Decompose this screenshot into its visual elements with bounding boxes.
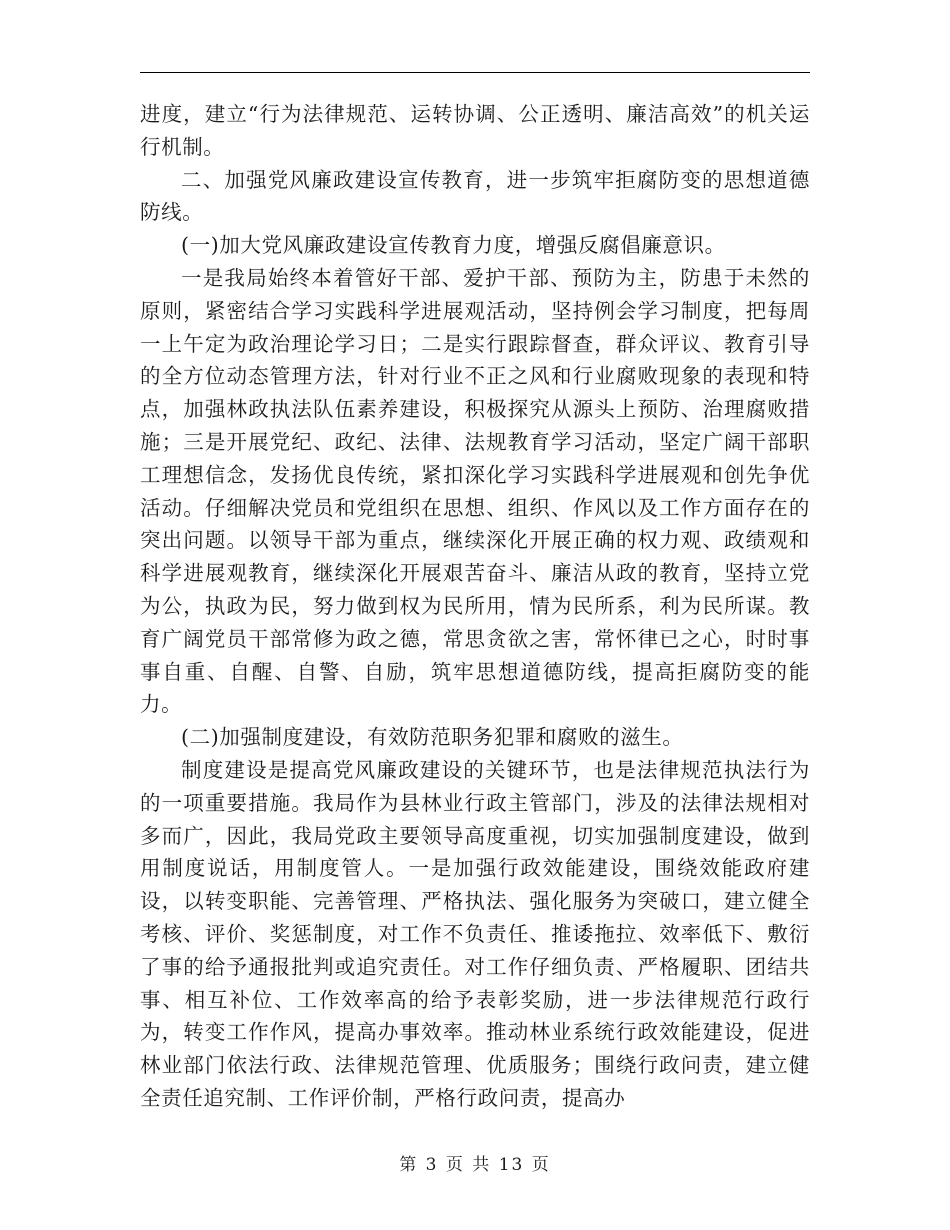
- page-number: 第 3 页 共 13 页: [399, 1155, 551, 1175]
- header-rule: [140, 72, 810, 73]
- paragraph-system-building: 制度建设是提高党风廉政建设的关键环节，也是法律规范执法行为的一项重要措施。我局作为县林业行政主管部门，涉及的法律法规相对多而广，因此，我局党政主要领导高度重视，切实加强制度建设，做到用制度说话，用制度管人。一是加强行政效能建设，围绕效能政府建设，以转变职能、完善管理、严格执法、强化服务为突破口，建立健全考核、评价、奖惩制度，对工作不负责任、推诿拖拉、效率低下、敷衍了事的给予通报批判或追究责任。对工作仔细负责、严格履职、团结共事、相互补位、工作效率高的给予表彰奖励，进一步法律规范行政行为，转变工作作风，提高办事效率。推动林业系统行政效能建设，促进林业部门依法行政、法律规范管理、优质服务；围绕行政问责，建立健全责任追究制、工作评价制，严格行政问责，提高办: [140, 757, 810, 1110]
- subheading-2: (二)加强制度建设，有效防范职务犯罪和腐败的滋生。: [181, 725, 684, 750]
- subheading-1: (一)加大党风廉政建设宣传教育力度，增强反腐倡廉意识。: [181, 233, 726, 258]
- paragraph-education: 一是我局始终本着管好干部、爱护干部、预防为主，防患于未然的原则，紧密结合学习实践科学进展观活动，坚持例会学习制度，把每周一上午定为政治理论学习日；二是实行跟踪督查，群众评议、教育引导的全方位动态管理方法，针对行业不正之风和行业腐败现象的表现和特点，加强林政执法队伍素养建设，积极探究从源头上预防、治理腐败措施；三是开展党纪、政纪、法律、法规教育学习活动，坚定广阔干部职工理想信念，发扬优良传统，紧扣深化学习实践科学进展观和创先争优活动。仔细解决党员和党组织在思想、组织、作风以及工作方面存在的突出问题。以领导干部为重点，继续深化开展正确的权力观、政绩观和科学进展观教育，继续深化开展艰苦奋斗、廉洁从政的教育，坚持立党为公，执政为民，努力做到权为民所用，情为民所系，利为民所谋。教育广阔党员干部常修为政之德，常思贪欲之害，常怀律已之心，时时事事自重、自醒、自警、自励，筑牢思想道德防线，提高拒腐防变的能力。: [140, 265, 810, 717]
- section-heading-2: 二、加强党风廉政建设宣传教育，进一步筑牢拒腐防变的思想道德防线。: [140, 167, 810, 225]
- paragraph-continuation: 进度，建立“行为法律规范、运转协调、公正透明、廉洁高效”的机关运行机制。: [140, 102, 810, 159]
- document-body: [140, 98, 810, 1115]
